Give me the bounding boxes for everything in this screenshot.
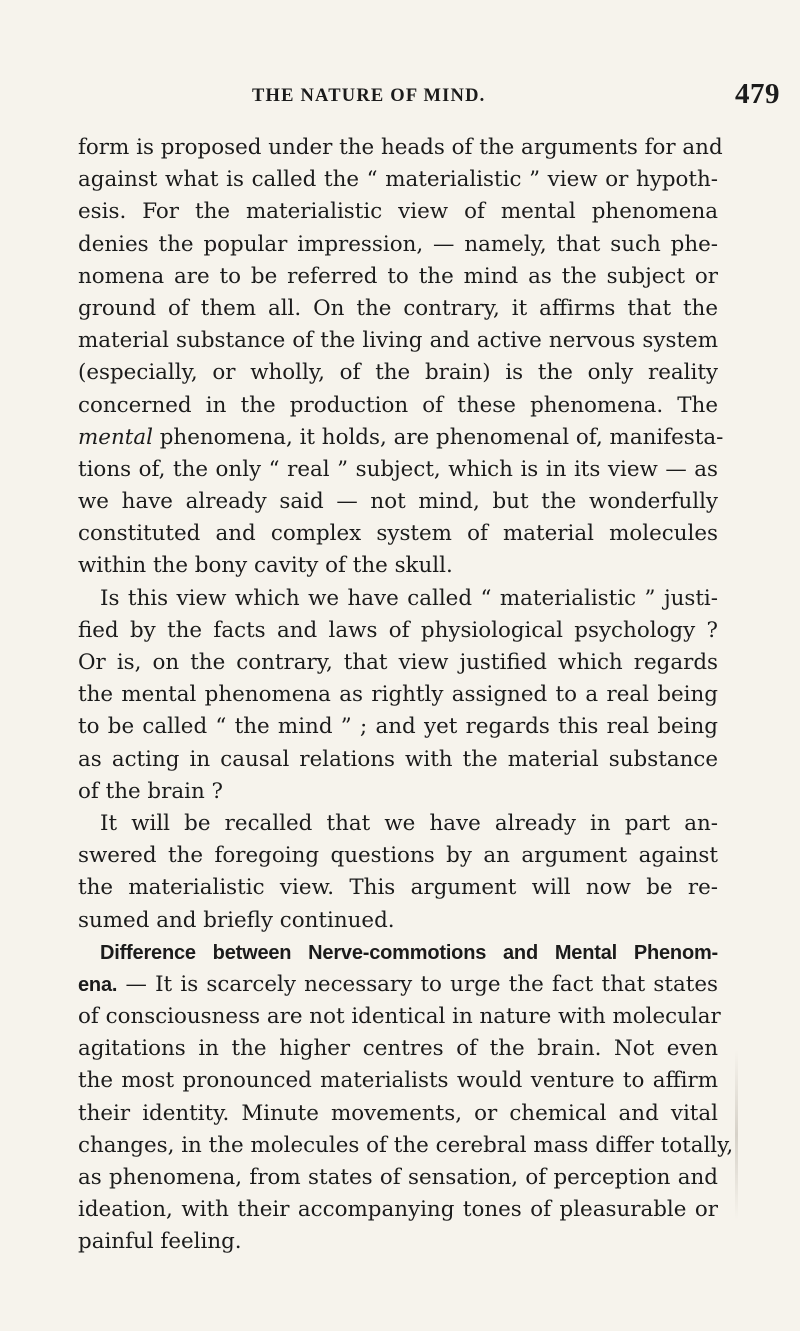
text-line: fied by the facts and laws of physiological psychology ? [78,617,718,643]
body-text [78,132,734,1259]
text-line: tions of, the only “ real ” subject, which is in its view — as [78,456,718,482]
text-line: (especially, or wholly, of the brain) is the only reality [78,360,718,386]
section-heading-end: ena. [78,973,118,996]
text-line: concerned in the production of these phenomena. The [78,392,718,418]
text-line: painful feeling. [78,1229,242,1255]
text-line: material substance of the living and active nervous system [78,328,718,354]
page-edge-shadow [735,1050,738,1220]
text-line: ideation, with their accompanying tones of pleasurable or [78,1197,718,1223]
page-header [252,78,780,118]
text-line: denies the popular impression, — namely, that such phe- [78,231,718,257]
text-line: within the bony cavity of the skull. [78,553,453,579]
text-line: the mental phenomena as rightly assigned to a real being [78,682,718,708]
text-line: form is proposed under the heads of the arguments for and [78,135,723,160]
text-line: It will be recalled that we have already in part an- [100,810,718,836]
text-line: the materialistic view. This argument will now be re- [78,875,718,901]
text-line: Is this view which we have called “ materialistic ” justi- [100,585,718,611]
text-line: swered the foregoing questions by an argument against [78,843,718,869]
text-line: their identity. Minute movements, or chemical and vital [78,1100,718,1126]
section-heading-line [78,937,718,969]
text-line: changes, in the molecules of the cerebral mass differ totally, [78,1132,734,1158]
text-line: as phenomena, from states of sensation, of perception and [78,1165,718,1190]
text-line: esis. For the materialistic view of mental phenomena [78,199,718,225]
text-line: against what is called the “ materialistic ” view or hypoth- [78,167,718,193]
text-line: the most pronounced materialists would venture to affirm [78,1068,718,1094]
text-line: constituted and complex system of material molecules [78,521,718,547]
text-line: we have already said — not mind, but the wonderfully [78,489,718,515]
text-line: sumed and briefly continued. [78,907,395,933]
text-line: as acting in causal relations with the material substance [78,746,718,772]
text-line: to be called “ the mind ” ; and yet regards this real being [78,714,718,740]
text-line: agitations in the higher centres of the brain. Not even [78,1036,718,1062]
text-line: of consciousness are not identical in nature with molecular [78,1004,721,1030]
text-span: — It is scarcely necessary to urge the fact that states [117,971,718,997]
text-line: of the brain ? [78,778,223,804]
text-line [78,422,724,454]
text-span: phenomena, it holds, are phenomenal of, manifesta- [152,424,724,450]
text-line [78,969,718,1001]
text-line: ground of them all. On the contrary, it affirms that the [78,295,718,321]
page-number: 479 [735,78,780,110]
running-title: THE NATURE OF MIND. [252,86,486,106]
text-line: Or is, on the contrary, that view justified which regards [78,650,718,675]
section-heading: Difference between Nerve-commotions and Mental Phenom- [100,941,718,964]
italic-word: mental [78,424,153,450]
text-line: nomena are to be referred to the mind as the subject or [78,263,718,289]
